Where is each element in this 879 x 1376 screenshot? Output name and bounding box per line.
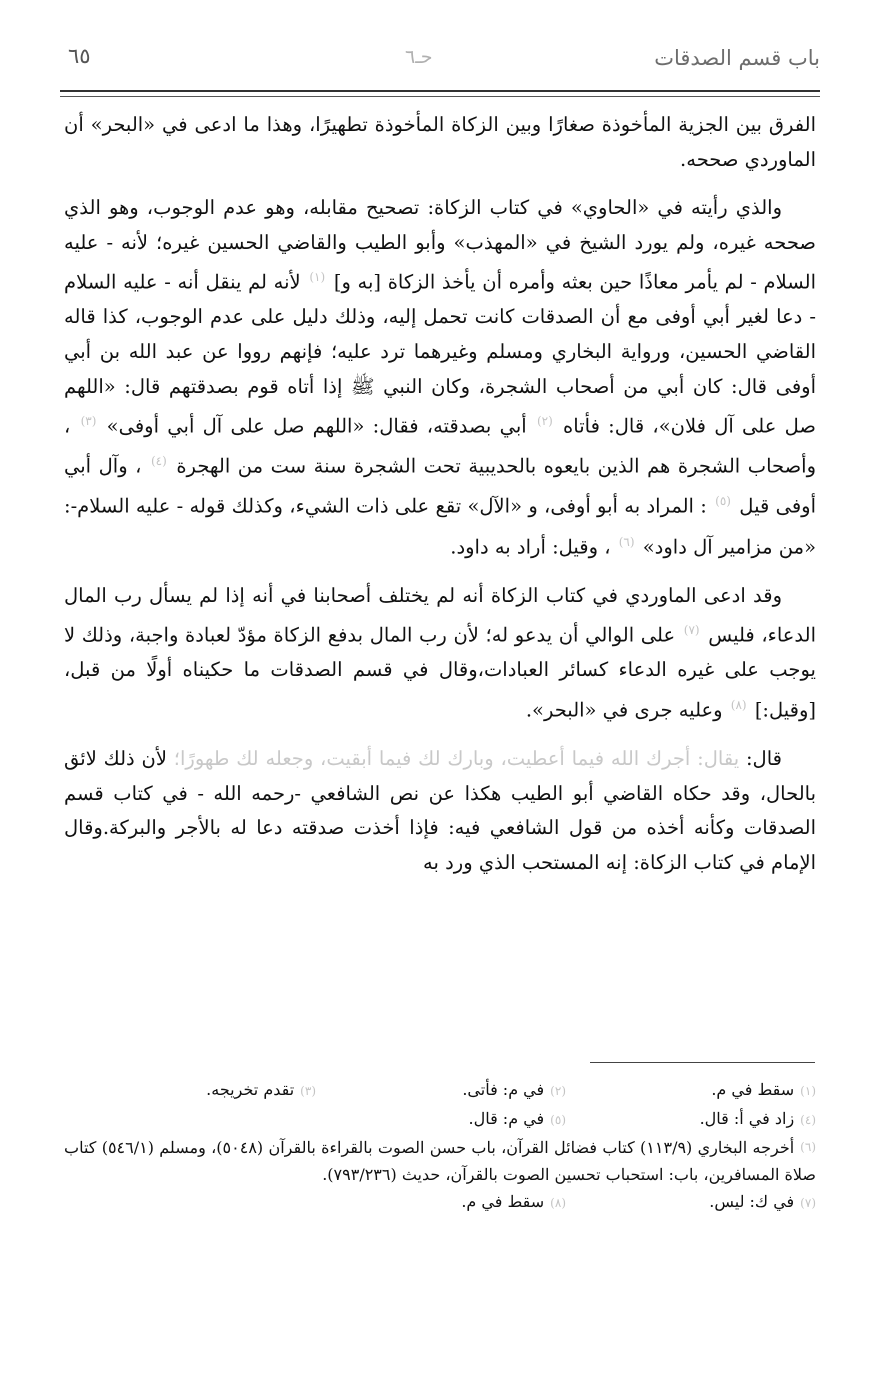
footnote xyxy=(566,1105,816,1134)
footnote-ref: (٢) xyxy=(536,414,553,429)
paragraph-text: أبي بصدقته، فقال: «اللهم صل على آل أبي أوفى» xyxy=(106,414,527,438)
footnote-ref: (٣) xyxy=(80,414,97,429)
footnotes xyxy=(64,1076,816,1217)
footnote-text: سقط في م. xyxy=(461,1192,545,1211)
footnote-number: (٤) xyxy=(800,1113,816,1127)
faded-text: يقال: أجرك الله فيما أعطيت، وبارك لك فيما أبقيت، وجعله لك طهورًا؛ xyxy=(173,747,740,770)
footnote-ref: (٤) xyxy=(150,454,167,469)
page-number: ٦٥ xyxy=(68,44,91,68)
section-mark: حـ٦ xyxy=(405,46,433,68)
running-header xyxy=(60,40,820,86)
footnote-text: تقدم تخريجه. xyxy=(206,1080,295,1099)
footnote-text: في م: قال. xyxy=(468,1109,545,1128)
footnote xyxy=(461,1188,566,1217)
paragraph-text: على الوالي أن يدعو له؛ لأن رب المال بدفع الزكاة مؤدّ لعبادة واجبة، وذلك لا يوجب على غيره الدعاء كسائر العبادات،وقال في قسم الصدقات ما حكيناه أولًا من قبل، [وقيل:] xyxy=(64,623,816,722)
footnote-number: (٥) xyxy=(550,1113,566,1127)
footnote-separator xyxy=(590,1062,815,1063)
paragraph-1 xyxy=(64,108,816,177)
paragraph-text: ، وأصحاب الشجرة هم الذين بايعوه بالحديبية تحت الشجرة سنة ست من الهجرة xyxy=(64,414,816,478)
footnote xyxy=(206,1076,316,1105)
paragraph-text: لأنه لم ينقل أنه - عليه السلام - دعا لغير أبي أوفى مع أن الصدقات كانت تحمل إليه، وذلك دليل على عدم الوجوب، كذا قاله القاضي الحسين، ورواية البخاري ومسلم وغيرهما ترد عليه؛ فإنهم رووا عن عبد الله بن أبي أوفى قال: كان أبي من أصحاب الشجرة، وكان النبي ﷺ إذا أتاه قوم بصدقتهم قال: «اللهم صل على آل فلان»، قال: فأتاه xyxy=(64,270,816,438)
footnote-number: (٨) xyxy=(550,1196,566,1210)
footnote-row xyxy=(64,1105,816,1134)
footnote-number: (٦) xyxy=(800,1140,816,1154)
footnote-text: زاد في أ: قال. xyxy=(699,1109,795,1128)
footnote xyxy=(316,1076,566,1105)
paragraph-text: قال: xyxy=(745,747,782,770)
header-rule-thin xyxy=(60,96,820,97)
footnote-number: (٣) xyxy=(300,1084,316,1098)
footnote-text: في م: فأتى. xyxy=(462,1080,545,1099)
footnote xyxy=(64,1134,816,1188)
paragraph-text: والذي رأيته في «الحاوي» في كتاب الزكاة: تصحيح مقابله، وهو عدم الوجوب، وهو الذي صححه غيره، ولم يورد الشيخ في «المهذب» وأبو الطيب والقاضي الحسين غيره؛ لأنه - عليه السلام - لم يأمر معاذًا حين بعثه وأمره أن يأخذ الزكاة [به و] xyxy=(64,196,816,294)
paragraph-text: وقد ادعى الماوردي في كتاب الزكاة أنه لم يختلف أصحابنا في أنه إذا لم يسأل رب المال الدعاء، فليس xyxy=(64,583,816,647)
paragraph-text: وعليه جرى في «البحر». xyxy=(525,698,723,722)
paragraph-2 xyxy=(64,191,816,564)
footnote-text: سقط في م. xyxy=(711,1080,795,1099)
footnote-ref: (٨) xyxy=(730,697,747,712)
paragraph-text: : المراد به أبو أوفى، و «الآل» تقع على ذات الشيء، وكذلك قوله - عليه السلام-: «من مزامير آل داود» xyxy=(64,494,816,559)
paragraph-3 xyxy=(64,579,816,728)
paragraph-text: الفرق بين الجزية المأخوذة صغارًا وبين الزكاة المأخوذة تطهيرًا، وهذا ما ادعى في «البحر» أن الماوردي صححه. xyxy=(64,113,816,171)
paragraph-text: ، وقيل: أراد به داود. xyxy=(450,535,611,559)
footnote-number: (٢) xyxy=(550,1084,566,1098)
footnote-row xyxy=(64,1076,816,1105)
footnote-text: في ك: ليس. xyxy=(709,1192,795,1211)
footnote-ref: (٧) xyxy=(683,623,700,638)
footnote-ref: (٥) xyxy=(715,494,731,509)
footnote-ref: (٦) xyxy=(618,534,635,549)
footnote-ref: (١) xyxy=(309,270,326,285)
footnote-text: أخرجه البخاري (١١٣/٩) كتاب فضائل القرآن، باب حسن الصوت بالقراءة بالقرآن (٥٠٤٨)، ومسلم (٥٤٦/١) كتاب صلاة المسافرين، باب: استحباب تحسين الصوت بالقرآن، حديث (٧٩٣/٢٣٦). xyxy=(64,1138,816,1184)
paragraph-4 xyxy=(64,742,816,880)
footnote-row xyxy=(64,1188,816,1217)
paragraph-text: لأن ذلك لائق بالحال، وقد حكاه القاضي أبو الطيب هكذا عن نص الشافعي -رحمه الله - في كتاب قسم الصدقات وكأنه أخذه من قول الشافعي فيه: فإذا أخذت صدقته دعا له بالأجر والبركة.وقال الإمام في كتاب الزكاة: إنه المستحب الذي ورد به xyxy=(64,747,816,874)
header-rule-thick xyxy=(60,90,820,92)
footnote xyxy=(566,1076,816,1105)
chapter-title: باب قسم الصدقات xyxy=(654,46,820,70)
paragraph-text: ، وآل أبي أوفى قيل xyxy=(64,454,816,518)
footnote-number: (١) xyxy=(800,1084,816,1098)
footnote xyxy=(566,1188,816,1217)
footnote-number: (٧) xyxy=(800,1196,816,1210)
footnote xyxy=(468,1105,566,1134)
main-text xyxy=(64,108,816,894)
